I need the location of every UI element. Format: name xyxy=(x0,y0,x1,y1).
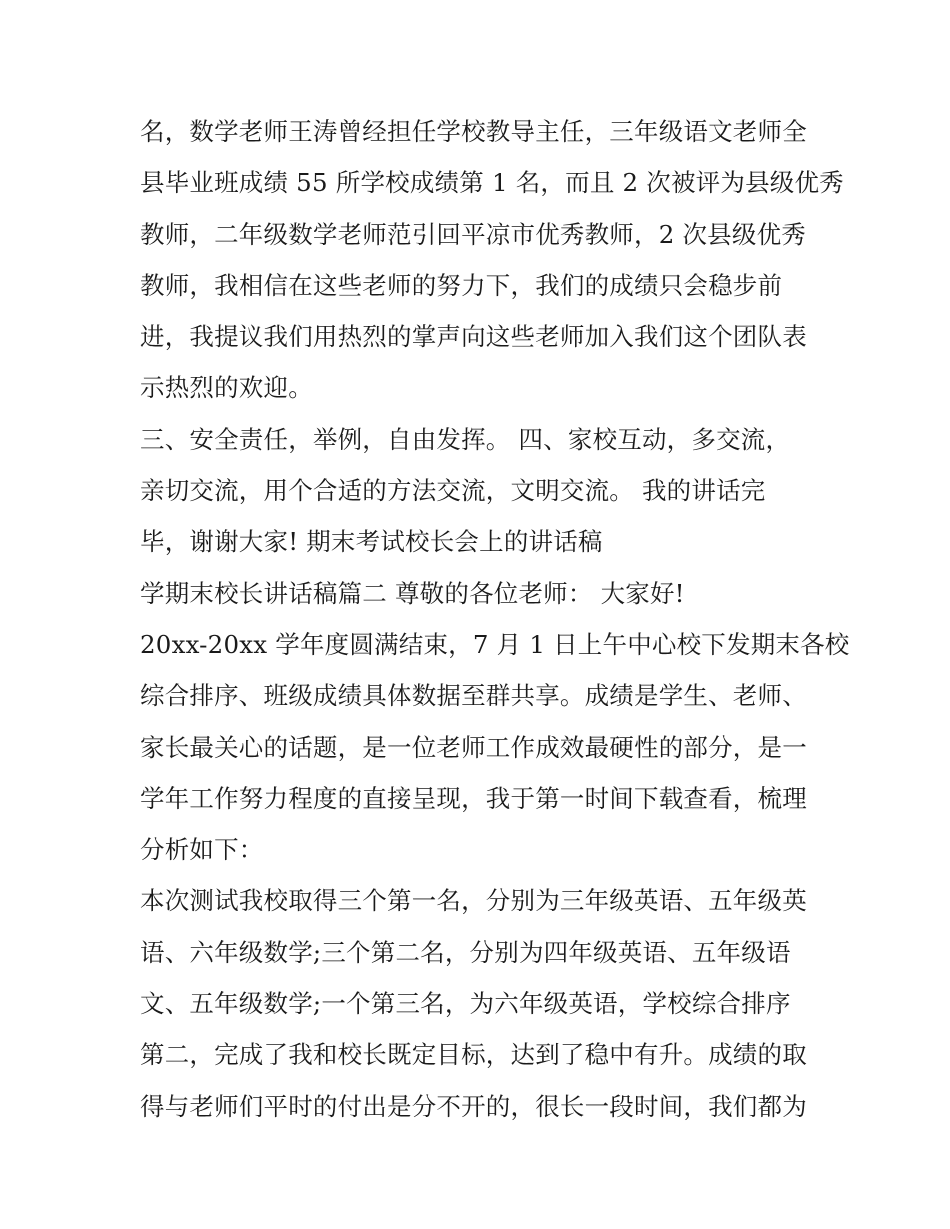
text-line-19: 第二，完成了我和校长既定目标，达到了稳中有升。成绩的取 xyxy=(140,1040,807,1070)
text-line-8: 亲切交流，用个合适的方法交流，文明交流。 我的讲话完 xyxy=(140,476,766,506)
text-line-11: 20xx-20xx 学年度圆满结束，7 月 1 日上午中心校下发期末各校 xyxy=(140,629,850,659)
text-line-17: 语、六年级数学;三个第二名，分别为四年级英语、五年级语 xyxy=(140,937,791,967)
text-line-10: 学期末校长讲话稿篇二 尊敬的各位老师： 大家好! xyxy=(140,578,685,608)
text-line-16: 本次测试我校取得三个第一名，分别为三年级英语、五年级英 xyxy=(140,886,807,916)
text-line-12: 综合排序、班级成绩具体数据至群共享。成绩是学生、老师、 xyxy=(140,681,807,711)
text-line-2: 县毕业班成绩 55 所学校成绩第 1 名，而且 2 次被评为县级优秀 xyxy=(140,168,844,198)
speech-text-body xyxy=(140,106,850,1132)
text-line-4: 教师，我相信在这些老师的努力下，我们的成绩只会稳步前 xyxy=(140,270,783,300)
text-line-15: 分析如下： xyxy=(140,835,264,865)
text-line-7: 三、安全责任，举例，自由发挥。 四、家校互动，多交流， xyxy=(140,424,791,454)
text-line-1: 名，数学老师王涛曾经担任学校教导主任，三年级语文老师全 xyxy=(140,117,807,146)
text-line-5: 进，我提议我们用热烈的掌声向这些老师加入我们这个团队表 xyxy=(140,322,807,352)
text-line-9: 毕，谢谢大家! 期末考试校长会上的讲话稿 xyxy=(140,527,603,557)
text-line-3: 教师，二年级数学老师范引回平凉市优秀教师，2 次县级优秀 xyxy=(140,219,806,249)
text-line-18: 文、五年级数学;一个第三名，为六年级英语，学校综合排序 xyxy=(140,989,791,1019)
text-line-13: 家长最关心的话题，是一位老师工作成效最硬性的部分，是一 xyxy=(140,732,807,762)
text-line-20: 得与老师们平时的付出是分不开的，很长一段时间，我们都为 xyxy=(140,1091,807,1121)
text-line-6: 示热烈的欢迎。 xyxy=(140,373,313,403)
text-line-14: 学年工作努力程度的直接呈现，我于第一时间下载查看，梳理 xyxy=(140,783,807,813)
